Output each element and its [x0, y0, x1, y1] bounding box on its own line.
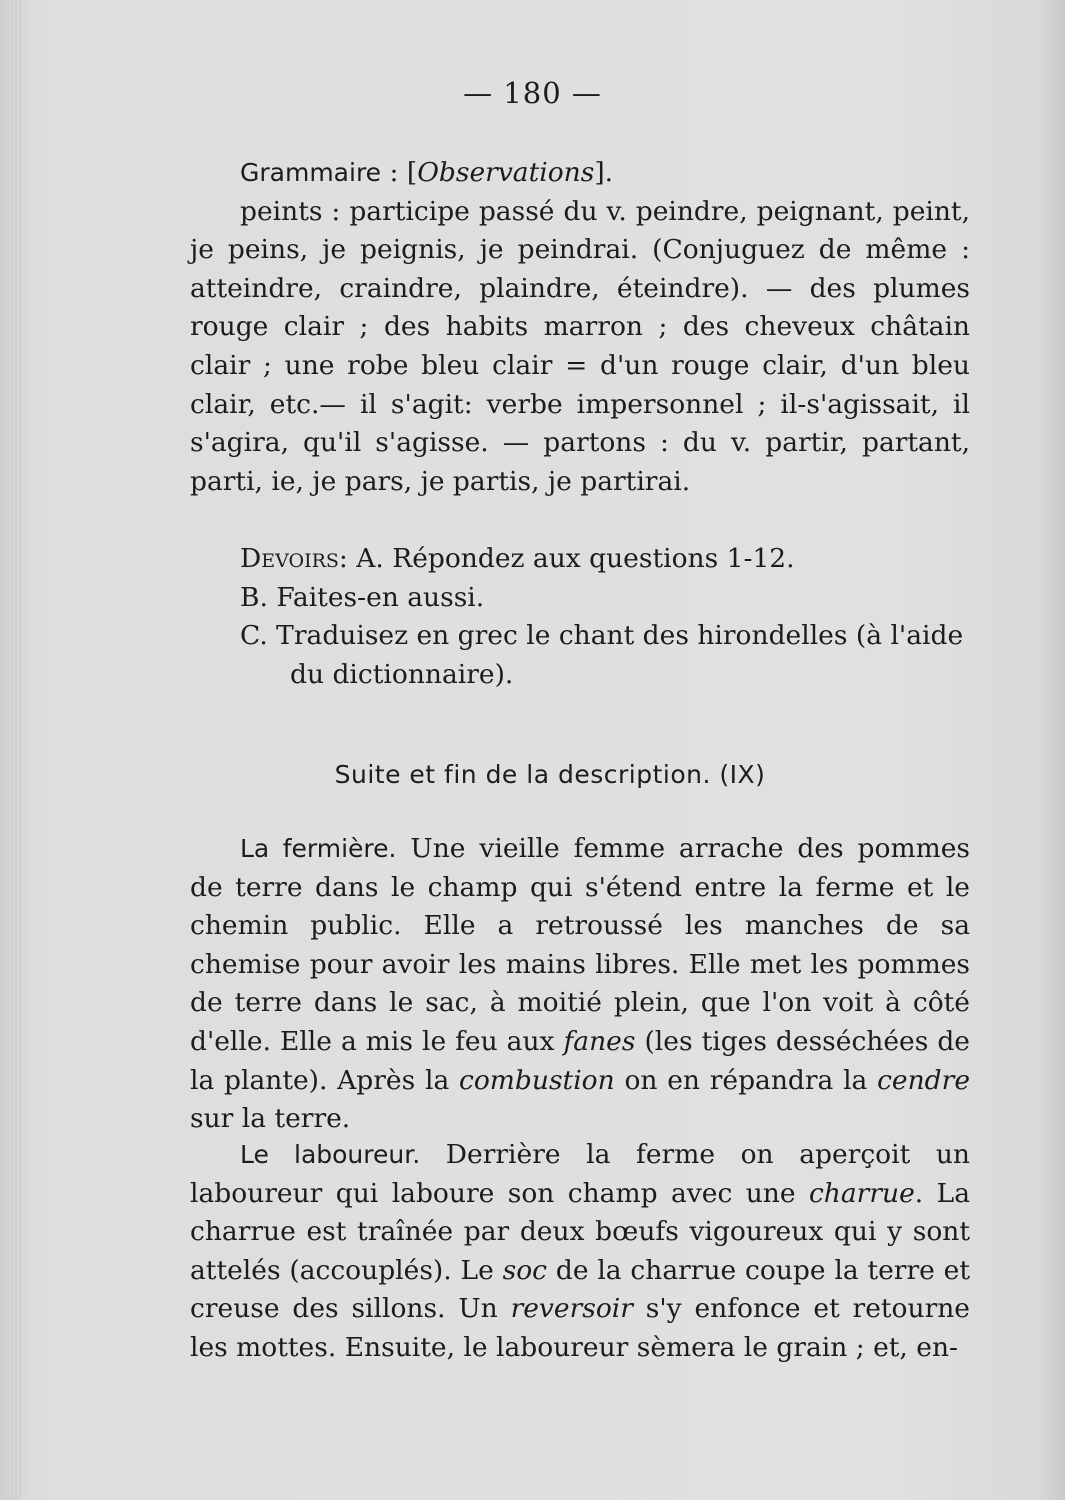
fermiere-text-2: (les tiges desséchées de la plante). Après la — [190, 1025, 970, 1096]
page-edge — [8, 0, 22, 1500]
laboureur-text-3: de la charrue coupe la terre et creuse des sillons. Un — [190, 1254, 970, 1325]
devoirs-label: Devoirs — [240, 543, 339, 574]
laboureur-text — [190, 1136, 970, 1368]
fanes-term: fanes — [563, 1025, 636, 1057]
grammaire-separator: : [ — [381, 157, 418, 188]
devoirs-line-c: C. Traduisez en grec le chant des hirondelles (à l'aide — [240, 620, 964, 652]
devoirs-a-text: : A. Répondez aux questions 1-12. — [338, 543, 795, 574]
charrue-term: charrue — [808, 1177, 915, 1209]
laboureur-paragraph — [190, 1136, 970, 1368]
grammaire-label: Grammaire — [240, 158, 382, 187]
reversoir-term: reversoir — [510, 1293, 633, 1325]
soc-term: soc — [502, 1254, 548, 1286]
grammaire-text: peints : participe passé du v. peindre, peignant, peint, je peins, je peignis, je peindrai. (Conjuguez de même : atteindre, craindre, plaindre, éteindre). — des plumes rouge clair ; des habits marron ; des cheveux châtain clair ; une robe bleu clair = d'un rouge clair, d'un bleu clair, etc.— il s'agit: verbe impersonnel ; il-s'agissait, il s'agira, qu'il s'agisse. — partons : du v. partir, partant, parti, ie, je pars, je partis, je partirai. — [190, 195, 970, 497]
grammaire-close: ]. — [594, 157, 614, 188]
fermiere-text-1: Une vieille femme arrache des pommes de terre dans le champ qui s'étend entre la ferme et le chemin public. Elle a retroussé les manches de sa chemise pour avoir les mains libres. Elle met les pommes de terre dans le sac, à moitié plein, que l'on voit à côté d'elle. Elle a mis le feu aux — [190, 833, 971, 1057]
laboureur-text-4: s'y enfonce et retourne les mottes. Ensuite, le laboureur sèmera le grain ; et, en- — [190, 1293, 970, 1363]
devoirs-section — [240, 540, 970, 694]
laboureur-text-1: Derrière la ferme on aperçoit un laboureur qui laboure son champ avec une — [190, 1139, 971, 1209]
devoirs-line-c-cont: du dictionnaire). — [290, 658, 514, 690]
fermiere-text — [190, 830, 970, 1139]
laboureur-text-2: . La charrue est traînée par deux bœufs vigoureux qui y sont attelés (accouplés). Le — [190, 1177, 970, 1286]
cendre-term: cendre — [877, 1064, 970, 1096]
devoirs-line-b: B. Faites-en aussi. — [240, 581, 485, 613]
page-number: — 180 — — [463, 76, 602, 110]
devoirs-line-a — [240, 540, 970, 579]
fermiere-paragraph — [190, 830, 970, 1139]
fermiere-text-4: sur la terre. — [190, 1103, 351, 1135]
fermiere-label: La fermière. — [240, 834, 397, 863]
laboureur-label: Le laboureur. — [240, 1140, 421, 1169]
combustion-term: combustion — [459, 1064, 615, 1096]
fermiere-text-3: on en répandra la — [614, 1064, 878, 1096]
observations-label: Observations — [417, 157, 595, 188]
grammaire-heading — [190, 154, 970, 193]
grammaire-section — [190, 154, 970, 501]
section-title: Suite et fin de la description. (IX) — [334, 760, 766, 789]
